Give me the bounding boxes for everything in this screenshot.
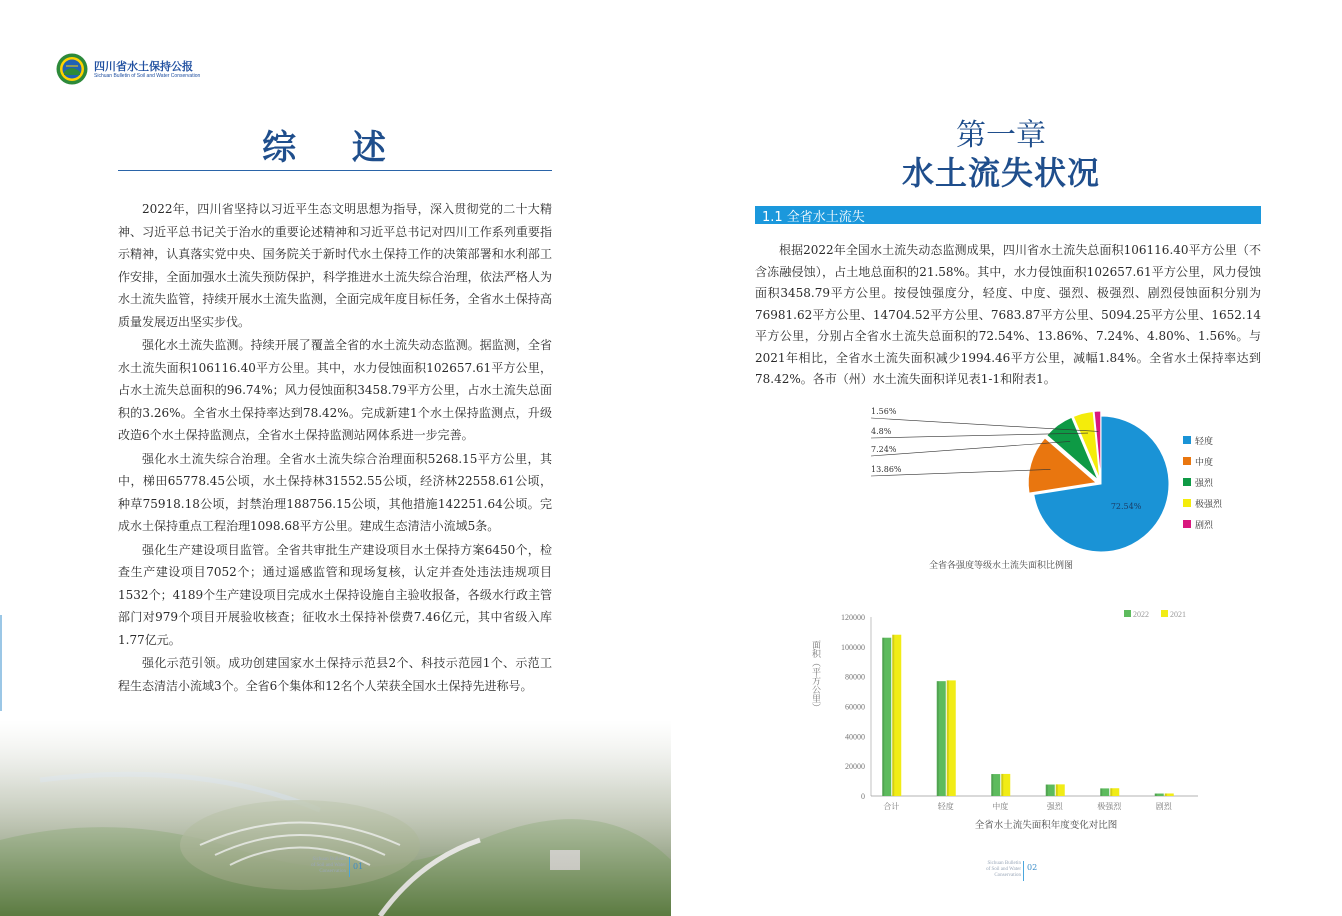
paragraph: 强化水土流失监测。持续开展了覆盖全省的水土流失动态监测。据监测，全省水土流失面积106116.40平方公里。其中，水力侵蚀面积102657.61平方公里，占水土流失总面积的96.74%；风力侵蚀面积3458.79平方公里，占水土流失总面积的3.26%。全省水土保持率达到78.42%。完成新建1个水土保持监测点，升级改造6个水土保持监测点，全省水土保持监测站网体系进一步完善。 xyxy=(118,338,552,442)
section-heading-text: 1.1 全省水土流失 xyxy=(762,210,865,225)
x-tick-label: 强烈 xyxy=(1046,802,1063,811)
bar-shade xyxy=(1001,774,1003,796)
chapter-number: 第一章 xyxy=(956,118,1046,153)
bar-shade xyxy=(1056,784,1058,796)
x-tick-label: 中度 xyxy=(992,802,1009,811)
legend-label: 剧烈 xyxy=(1195,521,1214,531)
erosion-intensity-pie-chart xyxy=(871,404,1223,556)
legend-swatch xyxy=(1124,610,1131,617)
bar-shade xyxy=(1110,788,1112,796)
bar-shade xyxy=(882,638,884,796)
paragraph: 强化生产建设项目监管。全省共审批生产建设项目水土保持方案6450个，检查生产建设项目7052个；通过遥感监管和现场复核，认定并查处违法违规项目1532个；4189个生产建设项目完成水土保持设施自主验收报备，各级水行政主管部门对979个项目开展验收核查；征收水土保持补偿费7.46亿元，其中省级入库1.77亿元。 xyxy=(118,542,552,647)
edge-accent xyxy=(0,615,2,711)
pie-chart-caption: 全省各强度等级水土流失面积比例图 xyxy=(928,561,1073,571)
paragraph: 强化示范引领。成功创建国家水土保持示范县2个、科技示范园1个、示范工程生态清洁小流域3个。全省6个集体和12名个人荣获全国水土保持先进称号。 xyxy=(118,656,552,693)
legend-label: 轻度 xyxy=(1195,437,1214,447)
chapter-title: 水土流失状况 xyxy=(901,154,1100,192)
overview-body xyxy=(118,198,552,698)
legend-swatch xyxy=(1183,457,1191,465)
y-tick-label: 0 xyxy=(861,792,865,801)
legend-label: 强烈 xyxy=(1195,479,1214,489)
pie-label: 13.86% xyxy=(871,465,902,474)
bar-shade xyxy=(991,774,993,796)
section-heading xyxy=(755,206,1261,224)
logo-subtitle: Sichuan Bulletin of Soil and Water Conservation xyxy=(94,72,201,79)
bar-shade xyxy=(1046,785,1048,796)
bar-shade xyxy=(1155,794,1157,796)
legend-swatch xyxy=(1183,436,1191,444)
legend-swatch xyxy=(1183,478,1191,486)
x-tick-label: 极强烈 xyxy=(1097,802,1122,811)
legend-label: 中度 xyxy=(1195,458,1214,468)
paragraph: 强化水土流失综合治理。全省水土流失综合治理面积5268.15平方公里，其中，梯田65778.45公顷，水土保持林31552.55公顷，经济林22558.61公顷，种草75918.18公顷，封禁治理188756.15公顷，其他措施142251.64公顷。完成水土保持重点工程治理1098.68平方公里。建成生态清洁小流域5条。 xyxy=(118,451,552,533)
aerial-landscape-photo xyxy=(0,720,671,916)
legend-swatch xyxy=(1161,610,1168,617)
bar-shade xyxy=(892,635,894,796)
page-title: 综 述 xyxy=(262,128,408,168)
y-tick-label: 40000 xyxy=(845,732,865,742)
annual-erosion-bar-chart xyxy=(801,600,1241,832)
legend-label: 2022 xyxy=(1133,610,1149,619)
legend-label: 2021 xyxy=(1170,610,1186,619)
pie-label: 72.54% xyxy=(1110,502,1142,512)
folio-text xyxy=(967,861,1021,879)
pie-label: 1.56% xyxy=(871,407,897,416)
bar-chart-title: 全省水土流失面积年度变化对比图 xyxy=(974,820,1118,831)
bar-shade xyxy=(1165,793,1167,796)
y-tick-label: 20000 xyxy=(845,762,865,772)
legend-swatch xyxy=(1183,520,1191,528)
x-tick-label: 剧烈 xyxy=(1155,802,1172,811)
bar-shade xyxy=(1100,788,1102,796)
page-number: 01 xyxy=(353,862,364,871)
paragraph: 2022年，四川省坚持以习近平生态文明思想为指导，深入贯彻党的二十大精神、习近平总书记关于治水的重要论述精神和习近平总书记对四川工作系列重要指示精神，认真落实党中央、国务院关于新时代水土保持工作的决策部署和水利部工作安排，全面加强水土流失预防保护，科学推进水土流失综合治理，依法严格人为水土流失监管，持续开展水土流失监测，全面完成年度目标任务，全省水土保持高质量发展迈出坚实步伐。 xyxy=(118,202,552,329)
paragraph: 根据2022年全国水土流失动态监测成果，四川省水土流失总面积106116.40平方公里（不含冻融侵蚀），占土地总面积的21.58%。其中，水力侵蚀面积102657.61平方公里，风力侵蚀面积3458.79平方公里。按侵蚀强度分，轻度、中度、强烈、极强烈、剧烈侵蚀面积分别为76981.62平方公里、14704.52平方公里、7683.87平方公里、5094.25平方公里、1652.14平方公里，分别占全省水土流失总面积的72.54%、13.86%、7.24%、4.80%、1.56%。与2021年相比，全省水土流失面积减少1994.46平方公里，减幅1.84%。全省水土保持率达到78.42%。各市（州）水土流失面积详见表1-1和附表1。 xyxy=(755,243,1261,386)
folio-divider xyxy=(1023,861,1024,881)
y-tick-label: 120000 xyxy=(841,613,865,622)
bar-shade xyxy=(947,680,949,796)
y-tick-label: 80000 xyxy=(845,672,865,682)
folio-line: Sichuan Bulletin xyxy=(312,857,346,862)
folio-line: of Soil and Water xyxy=(986,867,1021,872)
y-tick-label: 60000 xyxy=(845,702,865,712)
folio-line: Conservation xyxy=(319,869,346,874)
logo-title: 四川省水土保持公报 xyxy=(94,59,193,73)
folio-line: of Soil and Water xyxy=(311,863,346,868)
legend-label: 极强烈 xyxy=(1195,500,1223,510)
x-tick-label: 轻度 xyxy=(937,802,954,811)
folio-line: Sichuan Bulletin xyxy=(987,861,1021,866)
section-body xyxy=(755,240,1261,391)
pie-label: 4.8% xyxy=(871,427,892,436)
folio-line: Conservation xyxy=(994,873,1021,878)
title-divider xyxy=(118,170,552,171)
y-tick-label: 100000 xyxy=(841,642,865,652)
x-tick-label: 合计 xyxy=(883,802,900,811)
page-number: 02 xyxy=(1027,863,1038,872)
folio-divider xyxy=(349,857,350,877)
bulletin-logo xyxy=(56,53,200,85)
bulletin-seal-icon xyxy=(56,53,88,85)
pie-label: 7.24% xyxy=(871,445,897,454)
bar-shade xyxy=(937,681,939,796)
legend-swatch xyxy=(1183,499,1191,507)
right-page xyxy=(671,0,1342,916)
folio-text xyxy=(292,857,346,875)
y-axis-label: 面积（平方公里） xyxy=(810,640,820,712)
